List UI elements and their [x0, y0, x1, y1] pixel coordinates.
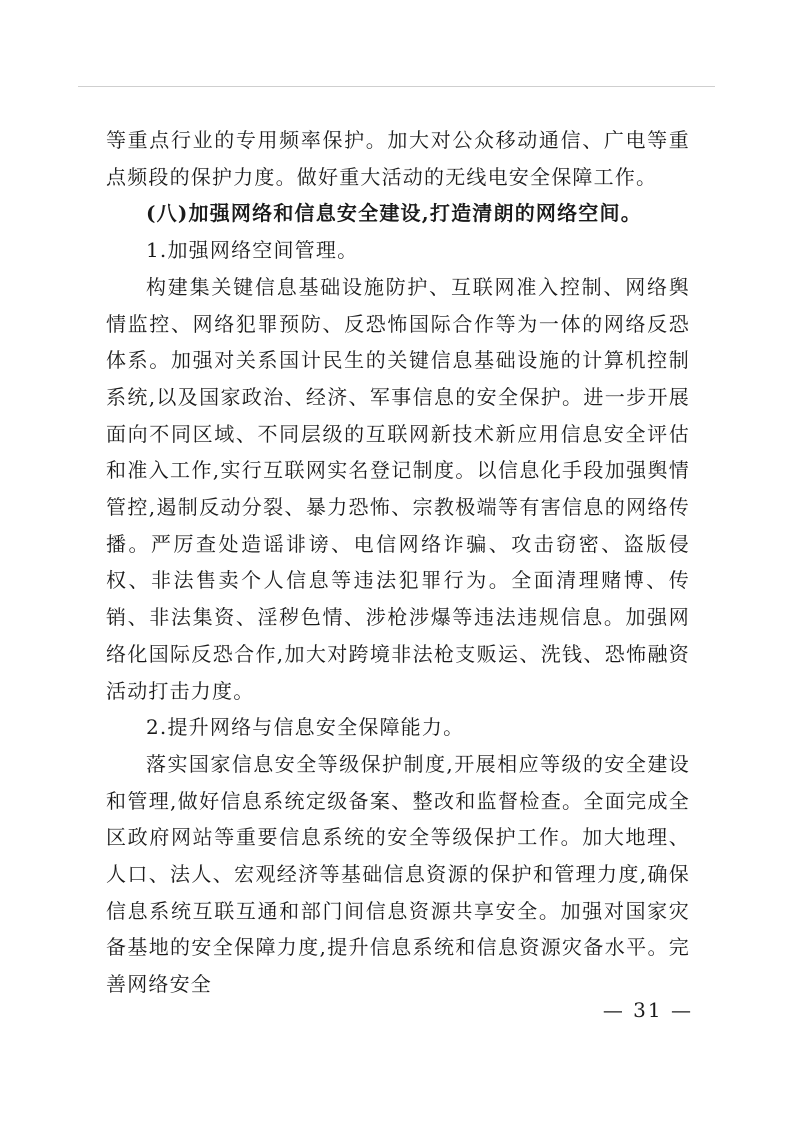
paragraph-continuation: 等重点行业的专用频率保护。加大对公众移动通信、广电等重点频段的保护力度。做好重大活动的无线电安全保障工作。 [106, 128, 690, 189]
section-heading: (八)加强网络和信息安全建设,打造清朗的网络空间。 [146, 201, 642, 226]
header-rule [78, 86, 715, 87]
document-body [106, 122, 690, 1003]
subsection-heading-2: 2.提升网络与信息安全保障能力。 [146, 715, 465, 740]
subsection-heading-1: 1.加强网络空间管理。 [146, 238, 359, 263]
paragraph-security-capability: 落实国家信息安全等级保护制度,开展相应等级的安全建设和管理,做好信息系统定级备案、整改和监督检查。全面完成全区政府网站等重要信息系统的安全等级保护工作。加大地理、人口、法人、宏观经济等基础信息资源的保护和管理力度,确保信息系统互联互通和部门间信息资源共享安全。加强对国家灾备基地的安全保障力度,提升信息系统和信息资源灾备水平。完善网络安全 [106, 751, 690, 997]
page-number: — 31 — [602, 998, 693, 1022]
paragraph-network-management: 构建集关键信息基础设施防护、互联网准入控制、网络舆情监控、网络犯罪预防、反恐怖国际合作等为一体的网络反恐体系。加强对关系国计民生的关键信息基础设施的计算机控制系统,以及国家政治、经济、军事信息的安全保护。进一步开展面向不同区域、不同层级的互联网新技术新应用信息安全评估和准入工作,实行互联网实名登记制度。以信息化手段加强舆情管控,遏制反动分裂、暴力恐怖、宗教极端等有害信息的网络传播。严厉查处造谣诽谤、电信网络诈骗、攻击窃密、盗版侵权、非法售卖个人信息等违法犯罪行为。全面清理赌博、传销、非法集资、淫秽色情、涉枪涉爆等违法违规信息。加强网络化国际反恐合作,加大对跨境非法枪支贩运、洗钱、恐怖融资活动打击力度。 [106, 274, 690, 703]
